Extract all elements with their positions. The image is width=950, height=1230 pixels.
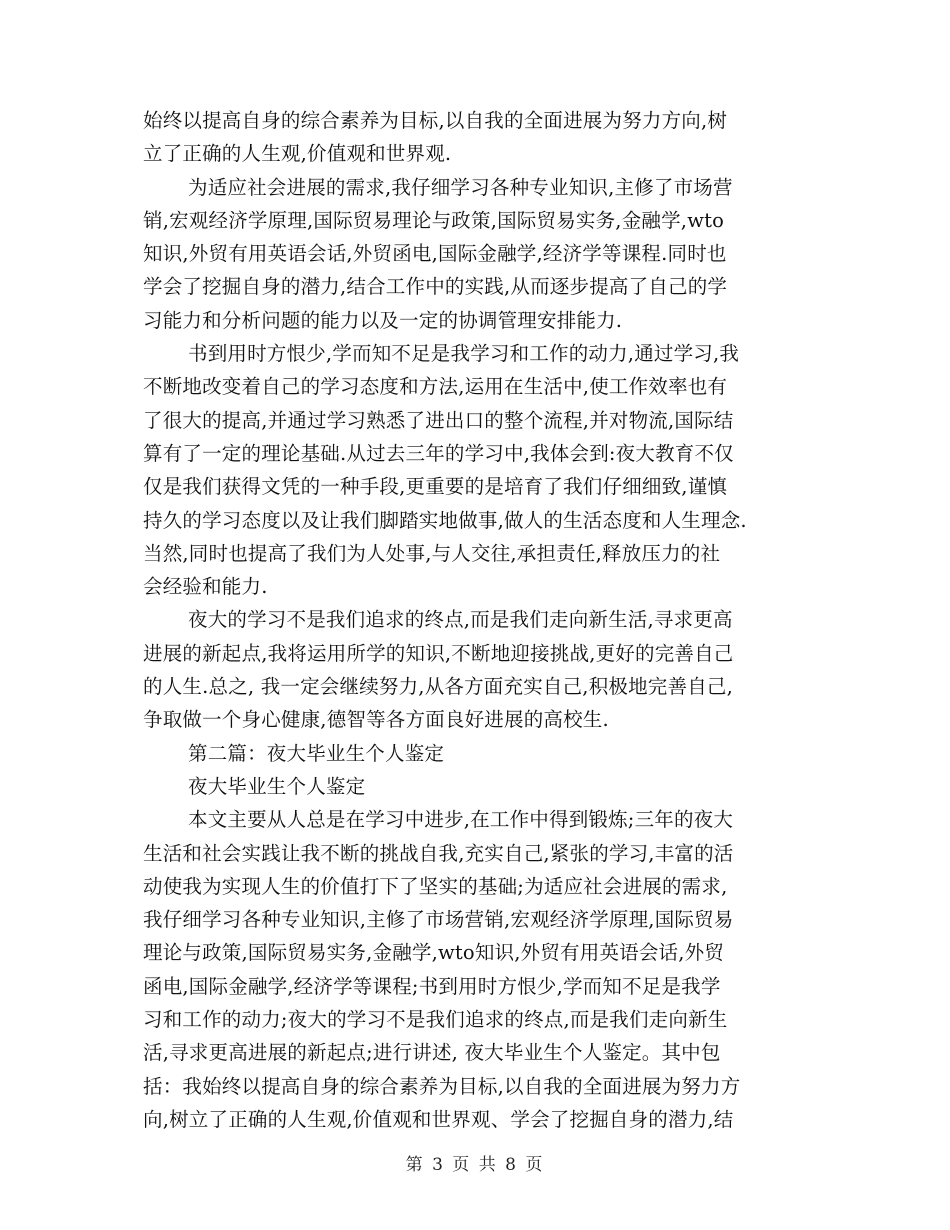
text-line: 习能力和分析问题的能力以及一定的协调管理安排能力. xyxy=(143,308,623,332)
text-line: 当然,同时也提高了我们为人处事,与人交往,承担责任,释放压力的社 xyxy=(143,541,721,565)
text-line: 括：我始终以提高自身的综合素养为目标,以自我的全面进展为努力方 xyxy=(143,1074,741,1098)
text-line: 知识,外贸有用英语会话,外贸函电,国际金融学,经济学等课程.同时也 xyxy=(143,242,727,266)
text-line: 本文主要从人总是在学习中进步,在工作中得到锻炼;三年的夜大 xyxy=(188,808,734,832)
text-line: 函电,国际金融学,经济学等课程;书到用时方恨少,学而知不足是我学 xyxy=(143,974,721,998)
text-line: 书到用时方恨少,学而知不足是我学习和工作的动力,通过学习,我 xyxy=(188,342,740,366)
text-line: 算有了一定的理论基础.从过去三年的学习中,我体会到:夜大教育不仅 xyxy=(143,441,734,465)
text-line: 会经验和能力. xyxy=(143,575,268,599)
text-line: 进展的新起点,我将运用所学的知识,不断地迎接挑战,更好的完善自己 xyxy=(143,641,734,665)
text-line: 生活和社会实践让我不断的挑战自我,充实自己,紧张的学习,丰富的活 xyxy=(143,841,734,865)
text-line: 为适应社会进展的需求,我仔细学习各种专业知识,主修了市场营 xyxy=(188,175,733,199)
text-line: 向,树立了正确的人生观,价值观和世界观、学会了挖掘自身的潜力,结 xyxy=(143,1107,734,1131)
text-line: 理论与政策,国际贸易实务,金融学,wto知识,外贸有用英语会话,外贸 xyxy=(143,941,725,965)
text-line: 动使我为实现人生的价值打下了坚实的基础;为适应社会进展的需求, xyxy=(143,874,728,898)
text-line: 始终以提高自身的综合素养为目标,以自我的全面进展为努力方向,树 xyxy=(143,109,728,132)
text-line: 夜大毕业生个人鉴定 xyxy=(188,774,366,798)
text-line: 夜大的学习不是我们追求的终点,而是我们走向新生活,寻求更高 xyxy=(188,608,733,632)
text-line: 第二篇：夜大毕业生个人鉴定 xyxy=(188,741,445,765)
document-body xyxy=(143,104,823,1136)
text-line: 我仔细学习各种专业知识,主修了市场营销,宏观经济学原理,国际贸易 xyxy=(143,908,734,932)
page-number-footer: 第 3 页 共 8 页 xyxy=(405,1155,545,1175)
text-line: 持久的学习态度以及让我们脚踏实地做事,做人的生活态度和人生理念. xyxy=(143,508,747,532)
text-line: 不断地改变着自己的学习态度和方法,运用在生活中,使工作效率也有 xyxy=(143,375,728,399)
text-line: 了很大的提高,并通过学习熟悉了进出口的整个流程,并对物流,国际结 xyxy=(143,408,734,432)
text-line: 学会了挖掘自身的潜力,结合工作中的实践,从而逐步提高了自己的学 xyxy=(143,275,728,299)
text-line: 争取做一个身心健康,德智等各方面良好进展的高校生. xyxy=(143,708,609,732)
text-line: 的人生.总之, 我一定会继续努力,从各方面充实自己,积极地完善自己, xyxy=(143,675,733,699)
text-line: 立了正确的人生观,价值观和世界观. xyxy=(143,142,452,166)
text-line: 习和工作的动力;夜大的学习不是我们追求的终点,而是我们走向新生 xyxy=(143,1008,728,1032)
text-line: 活,寻求更高进展的新起点;进行讲述, 夜大毕业生个人鉴定。其中包 xyxy=(143,1041,721,1065)
text-line: 销,宏观经济学原理,国际贸易理论与政策,国际贸易实务,金融学,wto xyxy=(143,208,725,232)
text-line: 仅是我们获得文凭的一种手段,更重要的是培育了我们仔细细致,谨慎 xyxy=(143,475,728,499)
